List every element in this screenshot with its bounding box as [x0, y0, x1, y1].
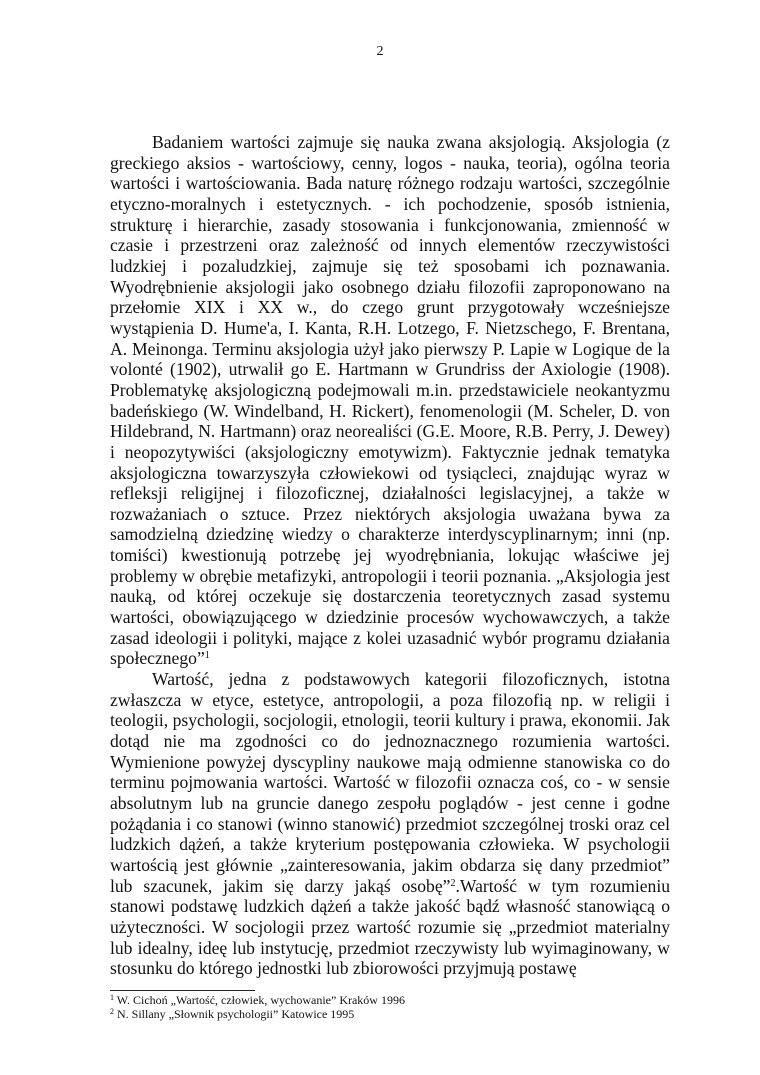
body-text	[110, 132, 670, 979]
footnote-separator	[110, 990, 255, 991]
footnotes	[110, 993, 670, 1021]
footnote-1-text: W. Cichoń „Wartość, człowiek, wychowanie” Kraków 1996	[116, 993, 405, 1007]
paragraph-1	[110, 132, 670, 669]
footnote-ref-1: 1	[204, 650, 210, 662]
page-number: 2	[376, 44, 384, 59]
footnote-2-number: 2	[110, 1007, 114, 1016]
paragraph-1-text: Badaniem wartości zajmuje się nauka zwana aksjologią. Aksjologia (z greckiego aksios - wartościowy, cenny, logos - nauka, teoria), ogólna teoria wartości i wartościowania. Bada naturę różnego rodzaju wartości, szczególnie etyczno-moralnych i estetycznych. - ich pochodzenie, sposób istnienia, strukturę i hierarchie, zasady stosowania i funkcjonowania, zmienność w czasie i przestrzeni oraz zależność od innych elementów rzeczywistości ludzkiej i pozaludzkiej, zajmuje się też sposobami ich poznawania. Wyodrębnienie aksjologii jako osobnego działu filozofii zaproponowano na przełomie XIX i XX w., do czego grunt przygotowały wcześniejsze wystąpienia D. Hume'a, I. Kanta, R.H. Lotzego, F. Nietzschego, F. Brentana, A. Meinonga. Terminu aksjologia użył jako pierwszy P. Lapie w Logique de la volonté (1902), utrwalił go E. Hartmann w Grundriss der Axiologie (1908). Problematykę aksjologiczną podejmowali m.in. przedstawiciele neokantyzmu badeńskiego (W. Windelband, H. Rickert), fenomenologii (M. Scheler, D. von Hildebrand, N. Hartmann) oraz neorealiści (G.E. Moore, R.B. Perry, J. Dewey) i neopozytywiści (aksjologiczny emotywizm). Faktycznie jednak tematyka aksjologiczna towarzyszyła człowiekowi od tysiącleci, znajdując wyraz w refleksji religijnej i filozoficznej, działalności legislacyjnej, a także w rozważaniach o sztuce. Przez niektórych aksjologia uważana bywa za samodzielną dziedzinę wiedzy o charakterze interdyscyplinarnym; inni (np. tomiści) kwestionują potrzebę jej wyodrębniania, lokując właściwe jej problemy w obrębie metafizyki, antropologii i teorii poznania. „Aksjologia jest nauką, od której oczekuje się dostarczenia teoretycznych zasad systemu wartości, obowiązującego w dziedzinie procesów wychowawczych, a także zasad ideologii i polityki, mające z kolei uzasadnić wybór programu działania społecznego”	[110, 132, 670, 669]
footnote-1	[110, 993, 670, 1007]
paragraph-2-text-part2: .Wartość w tym rozumieniu stanowi podstawę ludzkich dążeń a także jakość bądź własność stanowiącą o użyteczności. W socjologii przez wartość rozumie się „przedmiot materialny lub idealny, ideę lub instytucję, przedmiot rzeczywisty lub wyimaginowany, w stosunku do którego jednostki lub zbiorowości przyjmują postawę	[110, 875, 671, 979]
paragraph-2	[110, 669, 670, 979]
footnote-1-number: 1	[110, 993, 114, 1002]
footnote-2	[110, 1007, 670, 1021]
paragraph-2-text-part1: Wartość, jedna z podstawowych kategorii filozoficznych, istotna zwłaszcza w etyce, estetyce, antropologii, a poza filozofią np. w religii i teologii, psychologii, socjologii, etnologii, teorii kultury i prawa, ekonomii. Jak dotąd nie ma zgodności co do jednoznacznego rozumienia wartości. Wymienione powyżej dyscypliny naukowe mają odmienne stanowiska co do terminu pojmowania wartości. Wartość w filozofii oznacza coś, co - w sensie absolutnym lub na gruncie danego zespołu poglądów - jest cenne i godne pożądania i co stanowi (winno stanowić) przedmiot szczególnej troski oraz cel ludzkich dążeń, a także kryterium postępowania człowieka. W psychologii wartością jest głównie „zainteresowania, jakim obdarza się dany przedmiot” lub szacunek, jakim się darzy jakąś osobę”	[110, 669, 670, 896]
footnote-ref-2: 2	[450, 877, 456, 889]
footnote-2-text: N. Sillany „Słownik psychologii” Katowice 1995	[117, 1007, 355, 1021]
